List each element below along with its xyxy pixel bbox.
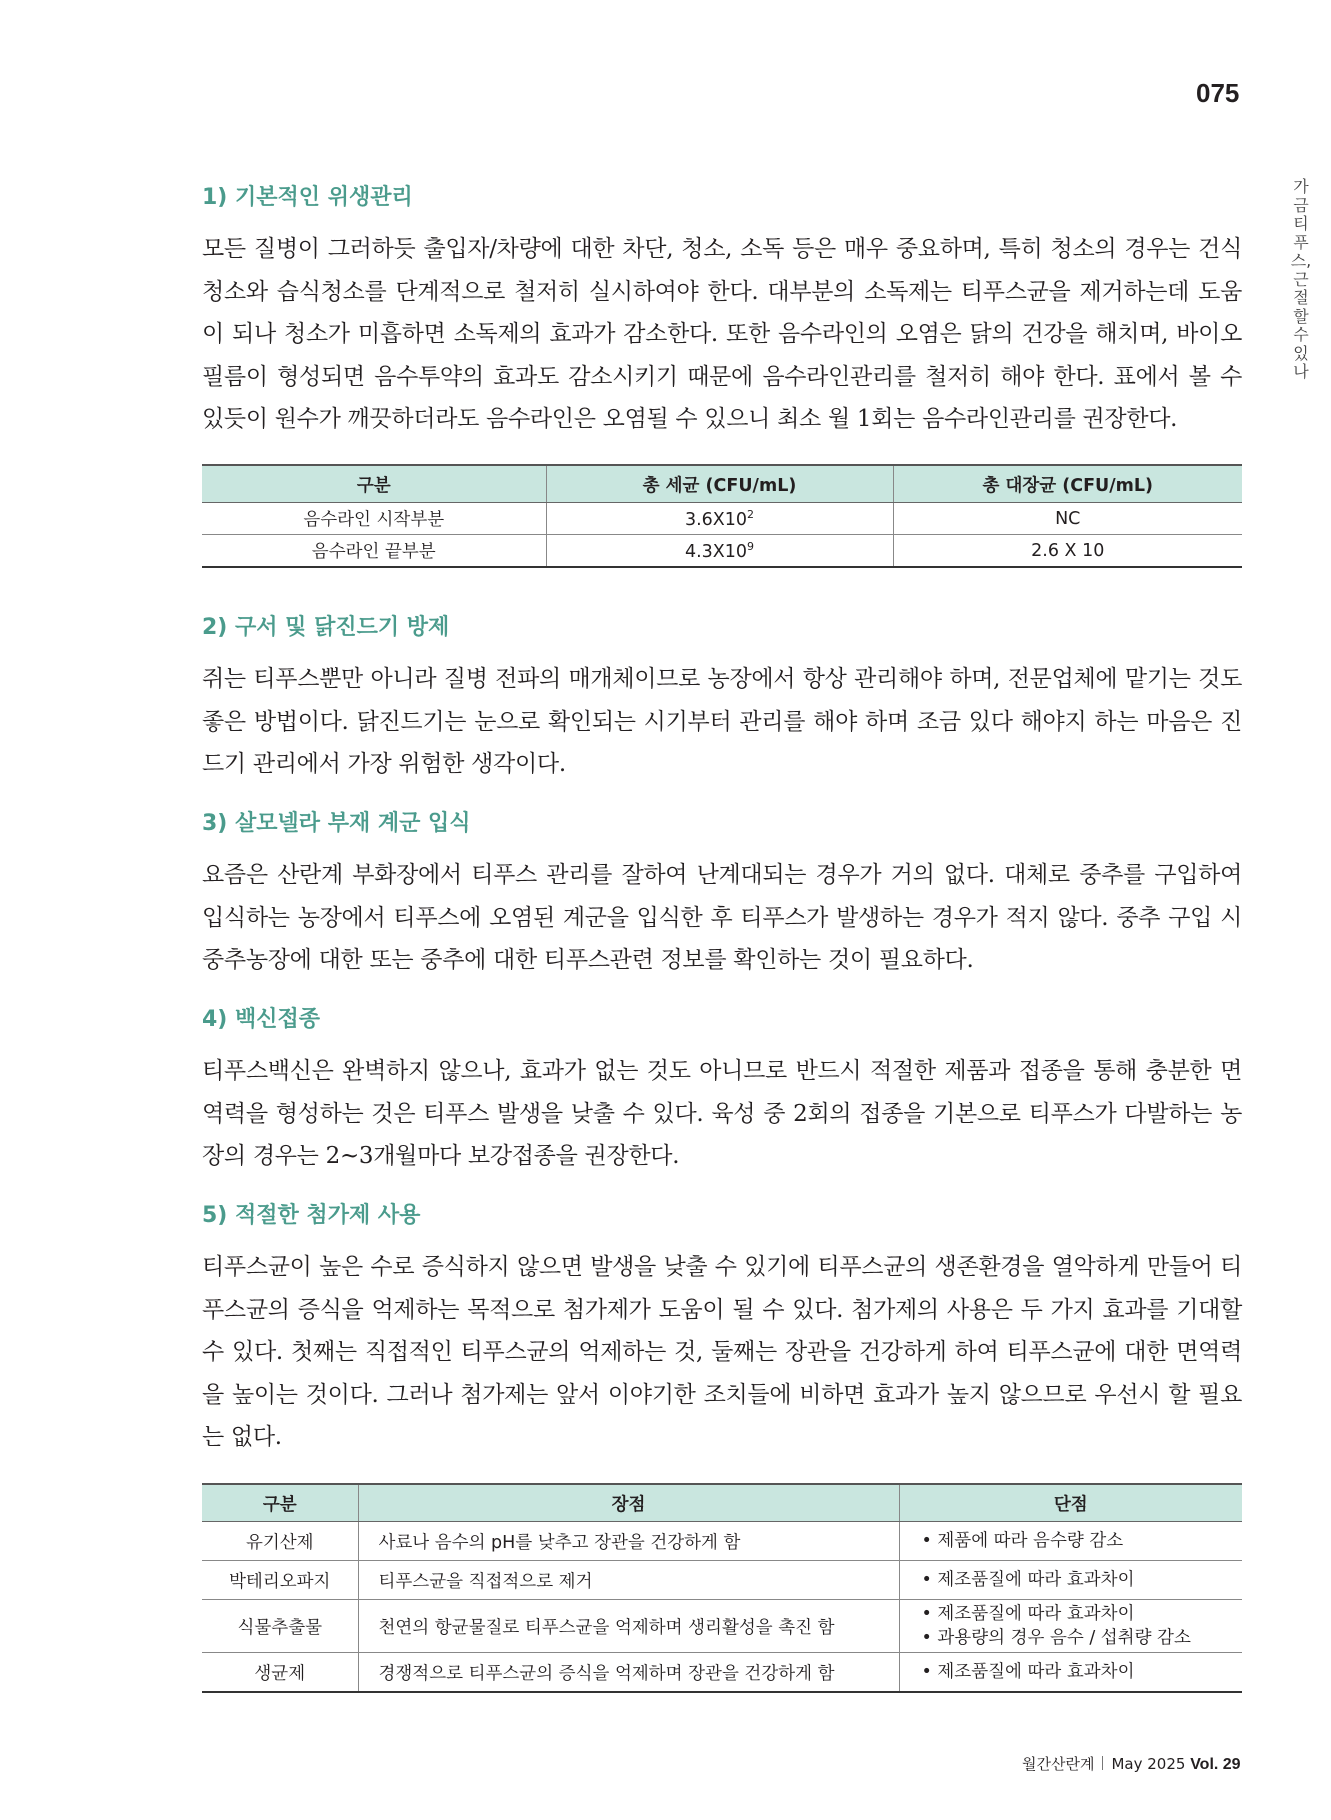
table-header-row bbox=[202, 465, 1242, 503]
pros-cell: 천연의 항균물질로 티푸스균을 억제하며 생리활성을 촉진 함 bbox=[358, 1600, 899, 1653]
total-coliform-cell: 2.6 X 10 bbox=[893, 535, 1242, 568]
table-row bbox=[202, 1600, 1242, 1653]
issue-date: May 2025 bbox=[1111, 1755, 1186, 1773]
footer-divider bbox=[1102, 1756, 1103, 1770]
section-heading-hygiene: 1) 기본적인 위생관리 bbox=[202, 185, 413, 210]
magazine-name: 월간산란계 bbox=[1022, 1755, 1095, 1773]
water-line-bacteria-table bbox=[202, 464, 1242, 568]
cons-item: • 제품에 따라 음수량 감소 bbox=[922, 1529, 1243, 1553]
section-paragraph-hygiene: 모든 질병이 그러하듯 출입자/차량에 대한 차단, 청소, 소독 등은 매우 중요하며, 특히 청소의 경우는 건식청소와 습식청소를 단계적으로 철저히 실시하여야 한다. 대부분의 소독제는 티푸스균을 제거하는데 도움이 되나 청소가 미흡하면 소독제의 효과가 감소한다. 또한 음수라인의 오염은 닭의 건강을 해치며, 바이오필름이 형성되면 음수투약의 효과도 감소시키기 때문에 음수라인관리를 철저히 해야 한다. 표에서 볼 수 있듯이 원수가 깨끗하더라도 음수라인은 오염될 수 있으니 최소 월 1회는 음수라인관리를 권장한다. bbox=[202, 236, 1242, 432]
table-row bbox=[202, 1522, 1242, 1561]
total-bacteria-cell: $3.6X10^2$ bbox=[546, 503, 893, 535]
section-paragraph-salmonella-free: 요즘은 산란계 부화장에서 티푸스 관리를 잘하여 난계대되는 경우가 거의 없다. 대체로 중추를 구입하여 입식하는 농장에서 티푸스에 오염된 계군을 입식한 후 티푸스가 발생하는 경우가 적지 않다. 중추 구입 시 중추농장에 대한 또는 중추에 대한 티푸스관련 정보를 확인하는 것이 필요하다. bbox=[202, 862, 1242, 973]
table-row bbox=[202, 503, 1242, 535]
table-row bbox=[202, 1561, 1242, 1600]
row-label: 생균제 bbox=[202, 1653, 358, 1693]
column-header: 총 대장균 (CFU/mL) bbox=[893, 465, 1242, 503]
column-header: 장점 bbox=[358, 1484, 899, 1522]
pros-cell: 티푸스균을 직접적으로 제거 bbox=[358, 1561, 899, 1600]
table-row bbox=[202, 1653, 1242, 1693]
row-label: 음수라인 시작부분 bbox=[202, 503, 546, 535]
section-paragraph-vaccination: 티푸스백신은 완벽하지 않으나, 효과가 없는 것도 아니므로 반드시 적절한 제품과 접종을 통해 충분한 면역력을 형성하는 것은 티푸스 발생을 낮출 수 있다. 육성 중 2회의 접종을 기본으로 티푸스가 다발하는 농장의 경우는 2~3개월마다 보강접종을 권장한다. bbox=[202, 1058, 1242, 1169]
total-bacteria-cell: $4.3X10^9$ bbox=[546, 535, 893, 568]
row-label: 박테리오파지 bbox=[202, 1561, 358, 1600]
cons-item: • 제조품질에 따라 효과차이 bbox=[922, 1602, 1243, 1626]
row-label: 식물추출물 bbox=[202, 1600, 358, 1653]
column-header: 단점 bbox=[899, 1484, 1242, 1522]
cons-cell bbox=[899, 1653, 1242, 1693]
table-row bbox=[202, 535, 1242, 568]
section-heading-additives: 5) 적절한 첨가제 사용 bbox=[202, 1203, 421, 1228]
section-heading-salmonella-free: 3) 살모넬라 부재 계군 입식 bbox=[202, 811, 471, 836]
additive-comparison-table bbox=[202, 1483, 1242, 1693]
cons-cell bbox=[899, 1522, 1242, 1561]
cons-cell bbox=[899, 1561, 1242, 1600]
section-heading-pest-control: 2) 구서 및 닭진드기 방제 bbox=[202, 615, 450, 640]
table-header-row bbox=[202, 1484, 1242, 1522]
column-header: 구분 bbox=[202, 465, 546, 503]
section-heading-vaccination: 4) 백신접종 bbox=[202, 1007, 321, 1032]
cons-item: • 제조품질에 따라 효과차이 bbox=[922, 1568, 1243, 1592]
column-header: 총 세균 (CFU/mL) bbox=[546, 465, 893, 503]
row-label: 유기산제 bbox=[202, 1522, 358, 1561]
cons-cell bbox=[899, 1600, 1242, 1653]
row-label: 음수라인 끝부분 bbox=[202, 535, 546, 568]
pros-cell: 사료나 음수의 pH를 낮추고 장관을 건강하게 함 bbox=[358, 1522, 899, 1561]
page-number: 075 bbox=[1196, 78, 1240, 108]
section-paragraph-pest-control: 쥐는 티푸스뿐만 아니라 질병 전파의 매개체이므로 농장에서 항상 관리해야 하며, 전문업체에 맡기는 것도 좋은 방법이다. 닭진드기는 눈으로 확인되는 시기부터 관리를 해야 하며 조금 있다 해야지 하는 마음은 진드기 관리에서 가장 위험한 생각이다. bbox=[202, 666, 1242, 777]
cons-item: • 제조품질에 따라 효과차이 bbox=[922, 1660, 1243, 1684]
volume-number: Vol. 29 bbox=[1190, 1756, 1241, 1773]
page-footer bbox=[1022, 1753, 1241, 1774]
total-coliform-cell: NC bbox=[893, 503, 1242, 535]
pros-cell: 경쟁적으로 티푸스균의 증식을 억제하며 장관을 건강하게 함 bbox=[358, 1653, 899, 1693]
side-chapter-label: 가금티푸스, 근절할 수 있나 bbox=[1290, 177, 1312, 381]
cons-item: • 과용량의 경우 음수 / 섭취량 감소 bbox=[922, 1626, 1243, 1650]
column-header: 구분 bbox=[202, 1484, 358, 1522]
section-paragraph-additives: 티푸스균이 높은 수로 증식하지 않으면 발생을 낮출 수 있기에 티푸스균의 생존환경을 열악하게 만들어 티푸스균의 증식을 억제하는 목적으로 첨가제가 도움이 될 수 있다. 첨가제의 사용은 두 가지 효과를 기대할 수 있다. 첫째는 직접적인 티푸스균의 억제하는 것, 둘째는 장관을 건강하게 하여 티푸스균에 대한 면역력을 높이는 것이다. 그러나 첨가제는 앞서 이야기한 조치들에 비하면 효과가 높지 않으므로 우선시 할 필요는 없다. bbox=[202, 1254, 1242, 1450]
